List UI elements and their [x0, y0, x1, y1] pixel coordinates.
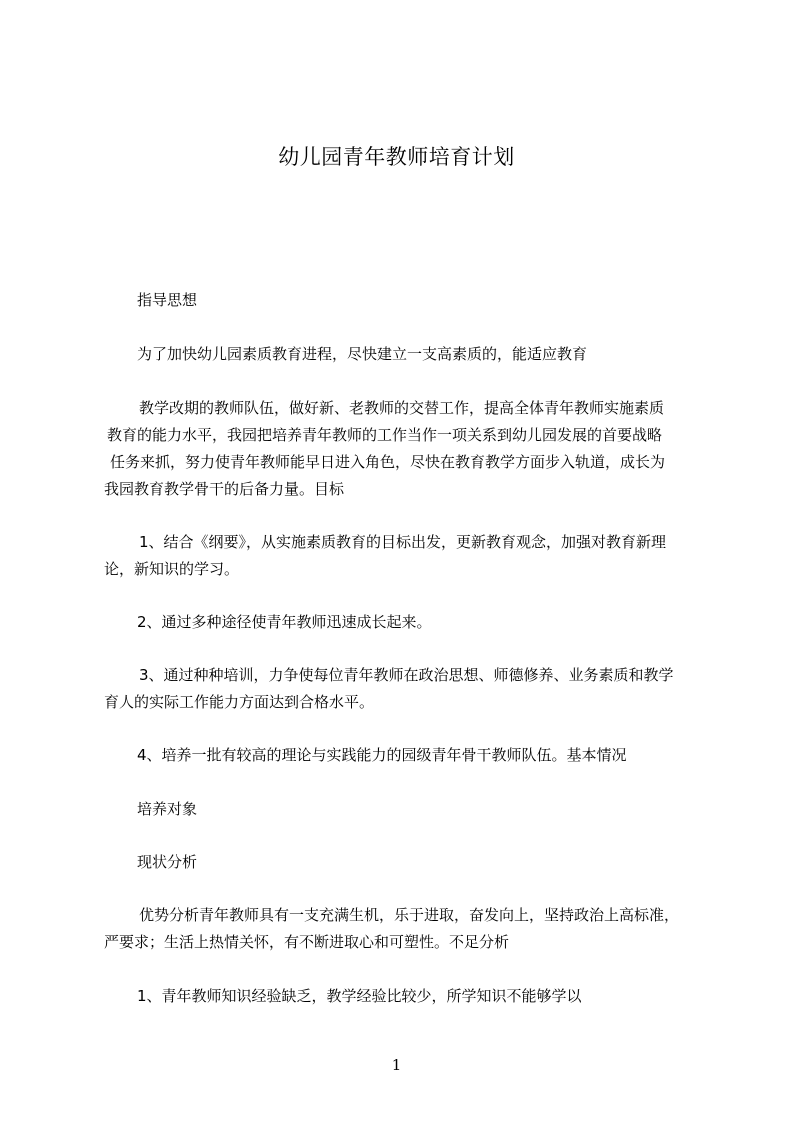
paragraph-line: 严要求；生活上热情关怀，有不断进取心和可塑性。不足分析 — [104, 933, 510, 951]
paragraph-line: 1、青年教师知识经验缺乏，教学经验比较少，所学知识不能够学以 — [137, 987, 582, 1005]
paragraph-line: 教育的能力水平，我园把培养青年教师的工作当作一项关系到幼儿园发展的首要战略 — [107, 426, 663, 444]
paragraph-line: 任务来抓，努力使青年教师能早日进入角色，尽快在教育教学方面步入轨道，成长为 — [110, 453, 666, 471]
paragraph-line: 育人的实际工作能力方面达到合格水平。 — [104, 693, 375, 711]
paragraph-line: 3、通过种种培训，力争使每位青年教师在政治思想、师德修养、业务素质和教学 — [139, 666, 674, 684]
paragraph-line: 2、通过多种途径使青年教师迅速成长起来。 — [137, 613, 432, 631]
paragraph-line: 教学改期的教师队伍，做好新、老教师的交替工作，提高全体青年教师实施素质 — [139, 399, 665, 417]
paragraph-line: 1、结合《纲要》，从实施素质教育的目标出发，更新教育观念，加强对教育新理 — [139, 533, 667, 551]
section-heading-status-analysis: 现状分析 — [137, 853, 198, 871]
paragraph-line: 4、培养一批有较高的理论与实践能力的园级青年骨干教师队伍。基本情况 — [137, 746, 627, 764]
section-heading-guiding-thought: 指导思想 — [137, 291, 198, 309]
paragraph-line: 优势分析青年教师具有一支充满生机，乐于进取，奋发向上，坚持政治上高标准， — [139, 906, 680, 924]
section-heading-training-targets: 培养对象 — [137, 800, 198, 818]
paragraph-line: 为了加快幼儿园素质教育进程，尽快建立一支高素质的，能适应教育 — [137, 345, 588, 363]
page-number: 1 — [391, 1056, 402, 1074]
document-title: 幼儿园青年教师培育计划 — [278, 145, 515, 169]
paragraph-line: 我园教育教学骨干的后备力量。目标 — [104, 480, 345, 498]
paragraph-line: 论，新知识的学习。 — [104, 560, 240, 578]
